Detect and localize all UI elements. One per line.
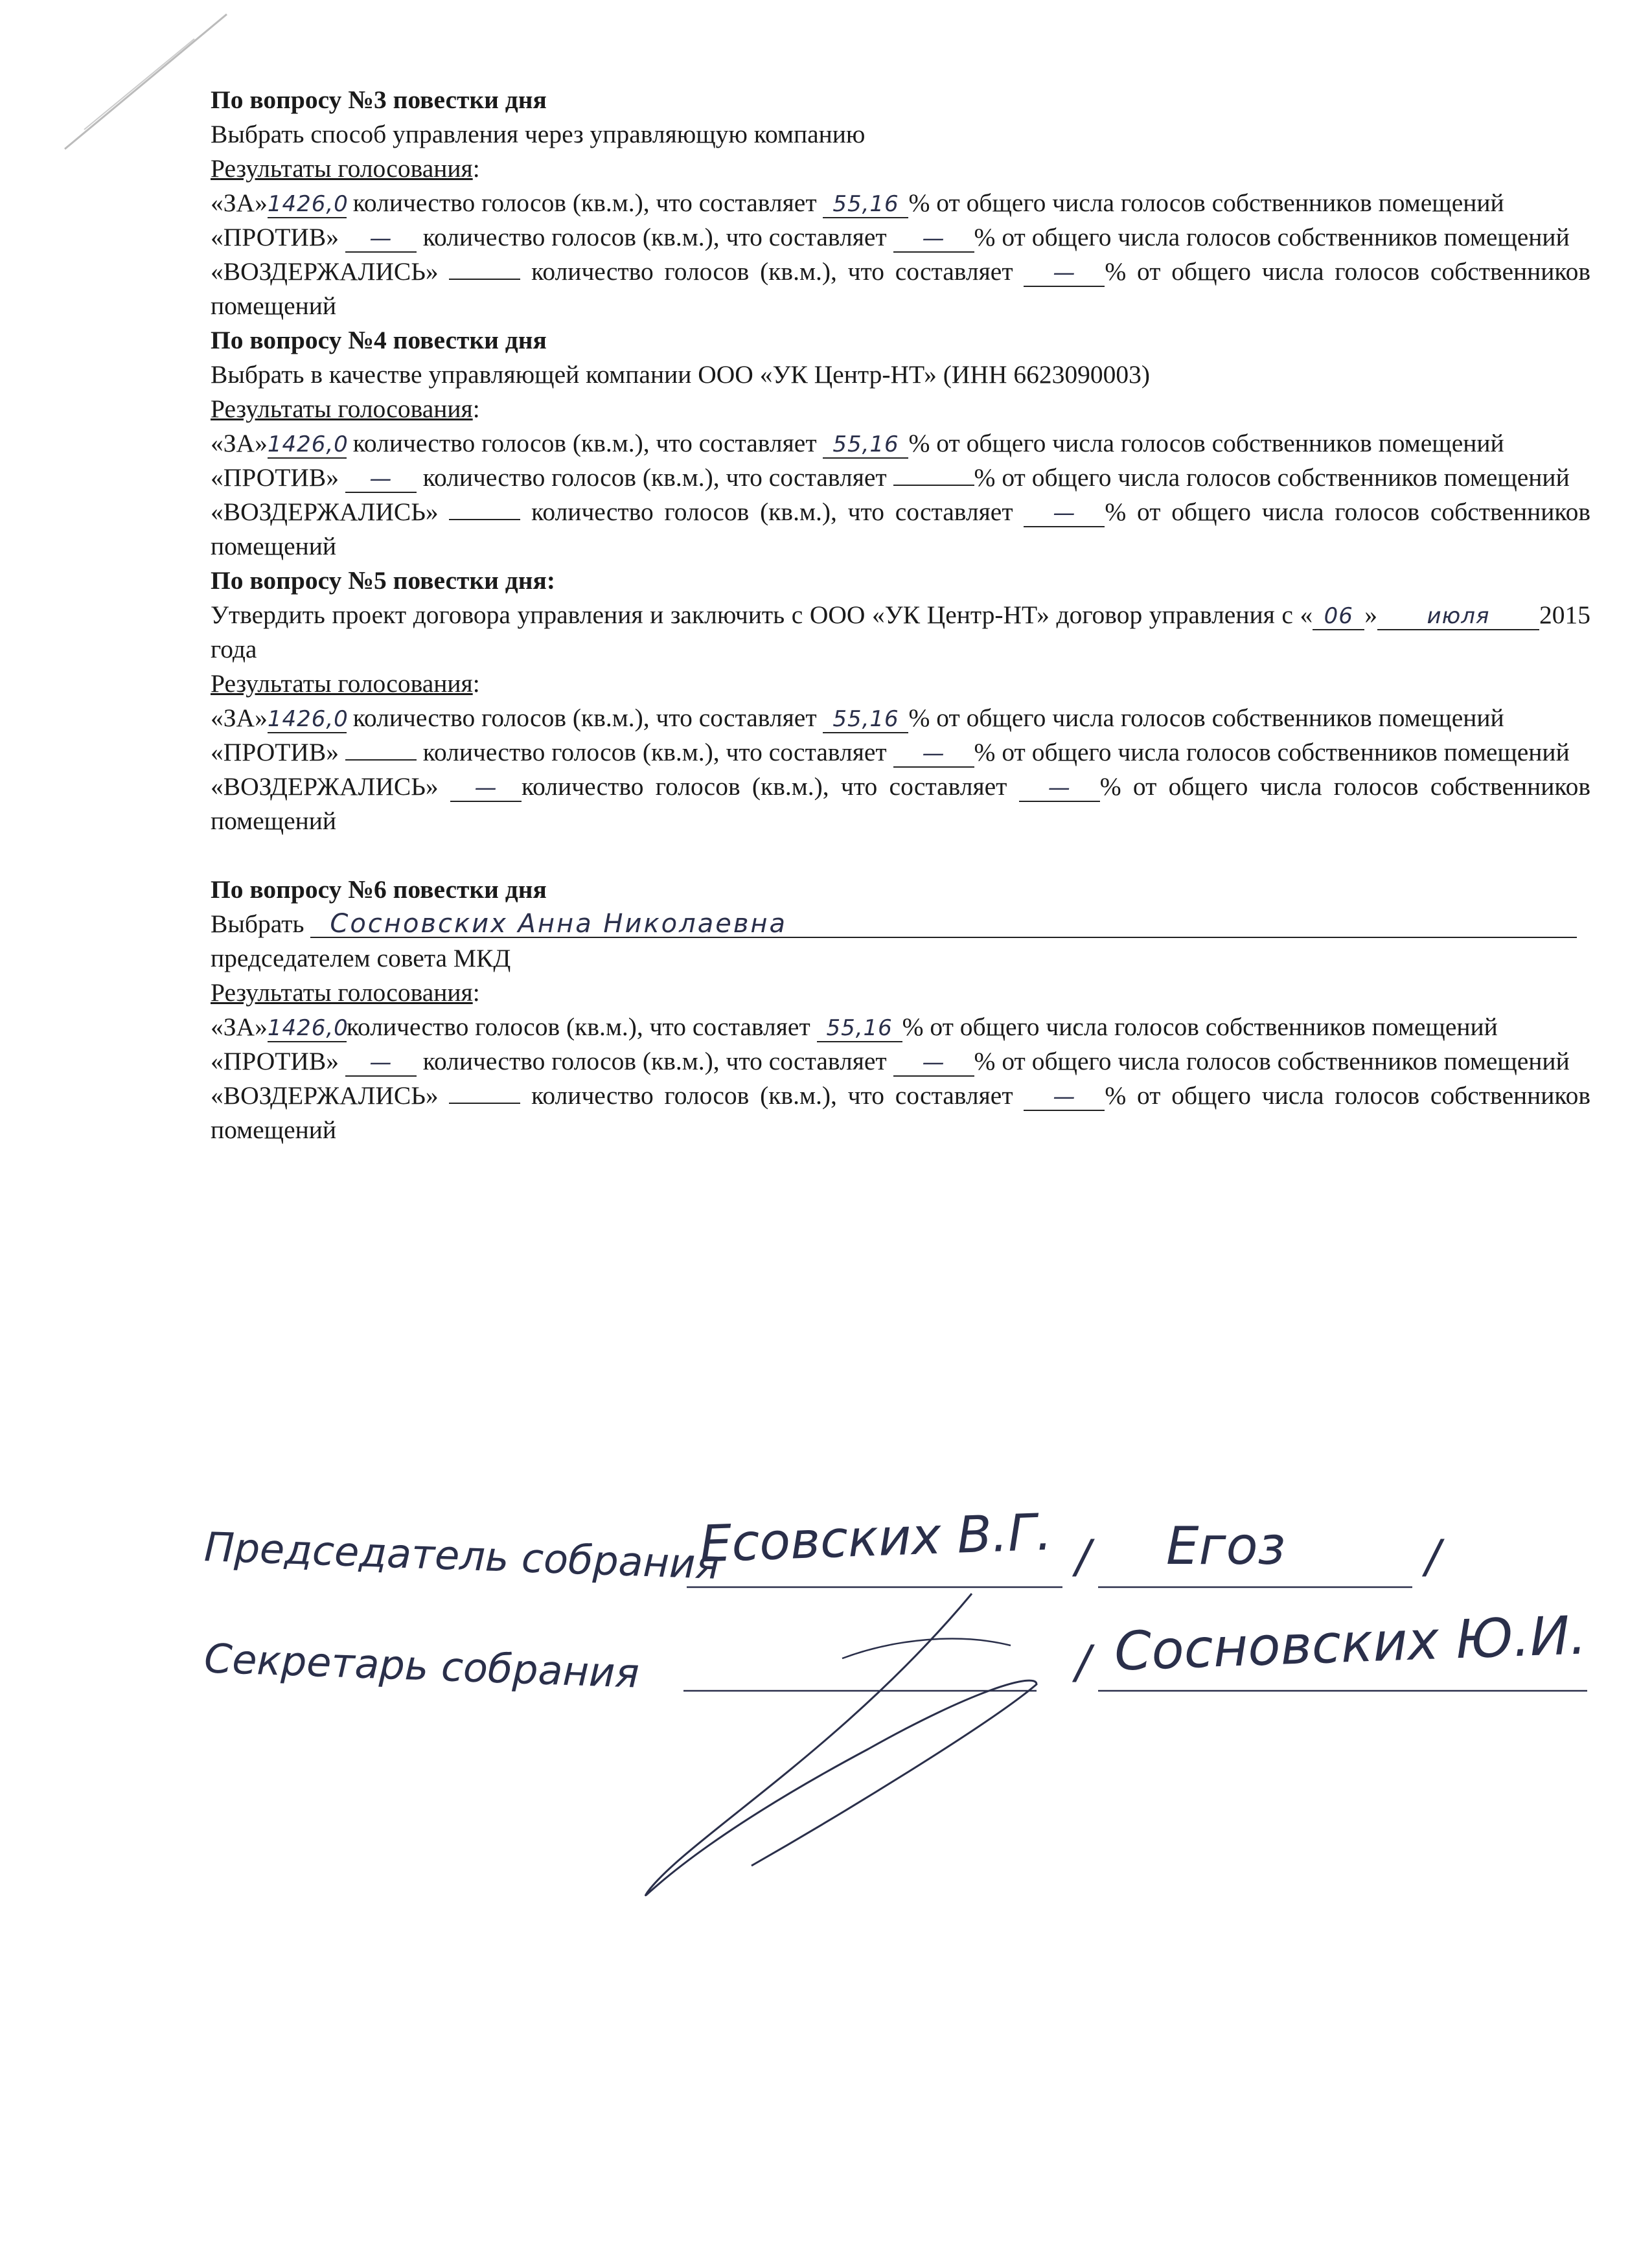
document-body <box>211 83 1590 1147</box>
votes-against-field: — <box>345 1048 417 1077</box>
percent-for-field: 55,16 <box>823 190 908 218</box>
votes-against-field: — <box>345 464 417 493</box>
question-4-text: Выбрать в качестве управляющей компании ООО «УК Центр-НТ» (ИНН 6623090003) <box>211 360 1151 389</box>
percent-abstain-field: — <box>1024 258 1105 287</box>
percent-abstain-field: — <box>1024 1082 1105 1111</box>
question-5-heading: По вопросу №5 повестки дня: <box>211 566 556 595</box>
vote-abstain-line: «ВОЗДЕРЖАЛИСЬ» количество голосов (кв.м.), что составляет — % от общего числа голосов собственников помещений <box>211 257 1590 320</box>
vote-against-line: «ПРОТИВ» — количество голосов (кв.м.), что составляет % от общего числа голосов собственников помещений <box>211 463 1570 492</box>
percent-against-field: — <box>893 739 974 768</box>
vote-for-line: «ЗА»1426,0 количество голосов (кв.м.), что составляет 55,16 % от общего числа голосов собственников помещений <box>211 704 1504 732</box>
votes-for-field: 1426,0 <box>267 1015 349 1041</box>
signature-area <box>194 1477 1620 1930</box>
percent-against-field: — <box>893 1048 974 1077</box>
question-6-text: Выбрать Сосновских Анна Николаевна <box>211 907 1590 941</box>
secretary-name: Сосновских Ю.И. <box>1113 1605 1588 1683</box>
results-label: Результаты голосования <box>211 395 473 423</box>
votes-abstain-field <box>449 519 520 520</box>
question-6-heading: По вопросу №6 повестки дня <box>211 875 547 904</box>
percent-abstain-field: — <box>1024 499 1105 527</box>
votes-against-field <box>345 759 417 761</box>
question-3-text: Выбрать способ управления через управляющую компанию <box>211 120 866 148</box>
percent-for-field: 55,16 <box>823 705 908 733</box>
question-4-heading: По вопросу №4 повестки дня <box>211 326 547 354</box>
secretary-label: Секретарь собрания <box>203 1634 640 1697</box>
percent-for-field: 55,16 <box>823 430 908 459</box>
votes-against-field: — <box>345 224 417 253</box>
contract-day-field: 06 <box>1313 602 1364 630</box>
vote-abstain-line: «ВОЗДЕРЖАЛИСЬ» количество голосов (кв.м.), что составляет — % от общего числа голосов собственников помещений <box>211 1081 1590 1144</box>
vote-for-line: «ЗА»1426,0 количество голосов (кв.м.), что составляет 55,16 % от общего числа голосов собственников помещений <box>211 429 1504 457</box>
question-6-text-suffix: председателем совета МКД <box>211 944 511 972</box>
vote-against-line: «ПРОТИВ» количество голосов (кв.м.), что составляет — % от общего числа голосов собственников помещений <box>211 738 1570 766</box>
secretary-slash: / <box>1075 1636 1091 1689</box>
percent-for-field: 55,16 <box>817 1014 902 1042</box>
results-label: Результаты голосования <box>211 154 473 183</box>
votes-abstain-field: — <box>450 773 522 802</box>
vote-abstain-line: «ВОЗДЕРЖАЛИСЬ» — количество голосов (кв.м.), что составляет — % от общего числа голосов собственников помещений <box>211 772 1590 835</box>
signature-strokes <box>194 1477 1620 1930</box>
results-label: Результаты голосования <box>211 669 473 698</box>
percent-abstain-field: — <box>1019 773 1100 802</box>
question-5-section: По вопросу №5 повестки дня: Утвердить проект договора управления и заключить с ООО «УК Центр-НТ» договор управления с « 06 » июля 2015 года Результаты голосования: «ЗА»1426,0 количество голосов (кв.м.), что составляет 55,16 % от общего числа голосов собственников помещений «ПРОТИВ» количество голосов (кв.м.), что составляет — % от общего числа голосов собственников помещений «ВОЗДЕРЖАЛИСЬ» — количество голосов (кв.м.), что составляет — % от общего числа голосов собственников помещений <box>211 564 1590 838</box>
chair-slash-open: / <box>1075 1530 1091 1583</box>
question-5-text: Утвердить проект договора управления и заключить с ООО «УК Центр-НТ» договор управления с « 06 » июля 2015 года <box>211 601 1590 663</box>
votes-for-field: 1426,0 <box>267 431 349 457</box>
percent-against-field <box>893 485 974 486</box>
results-label: Результаты голосования <box>211 978 473 1007</box>
chair-name: Есовских В.Г. <box>698 1503 1053 1574</box>
question-4-section: По вопросу №4 повестки дня Выбрать в качестве управляющей компании ООО «УК Центр-НТ» (ИНН 6623090003) Результаты голосования: «ЗА»1426,0 количество голосов (кв.м.), что составляет 55,16 % от общего числа голосов собственников помещений «ПРОТИВ» — количество голосов (кв.м.), что составляет % от общего числа голосов собственников помещений «ВОЗДЕРЖАЛИСЬ» количество голосов (кв.м.), что составляет — % от общего числа голосов собственников помещений <box>211 323 1590 564</box>
vote-against-line: «ПРОТИВ» — количество голосов (кв.м.), что составляет — % от общего числа голосов собственников помещений <box>211 223 1570 251</box>
vote-abstain-line: «ВОЗДЕРЖАЛИСЬ» количество голосов (кв.м.), что составляет — % от общего числа голосов собственников помещений <box>211 498 1590 560</box>
votes-for-field: 1426,0 <box>267 191 349 217</box>
vote-against-line: «ПРОТИВ» — количество голосов (кв.м.), что составляет — % от общего числа голосов собственников помещений <box>211 1047 1570 1075</box>
votes-for-field: 1426,0 <box>267 706 349 732</box>
chair-label: Председатель собрания <box>203 1523 720 1588</box>
chair-slash-close: / <box>1425 1530 1441 1583</box>
votes-abstain-field <box>449 279 520 280</box>
percent-against-field: — <box>893 224 974 253</box>
chair-name-field: Сосновских Анна Николаевна <box>310 911 1577 938</box>
contract-month-field: июля <box>1377 602 1539 630</box>
chair-signature: Егоз <box>1166 1516 1286 1576</box>
vote-for-line: «ЗА»1426,0количество голосов (кв.м.), что составляет 55,16 % от общего числа голосов собственников помещений <box>211 1013 1498 1041</box>
vote-for-line: «ЗА»1426,0 количество голосов (кв.м.), что составляет 55,16 % от общего числа голосов собственников помещений <box>211 189 1504 217</box>
question-6-section: По вопросу №6 повестки дня Выбрать Сосновских Анна Николаевна председателем совета МКД Результаты голосования: «ЗА»1426,0количество голосов (кв.м.), что составляет 55,16 % от общего числа голосов собственников помещений «ПРОТИВ» — количество голосов (кв.м.), что составляет — % от общего числа голосов собственников помещений «ВОЗДЕРЖАЛИСЬ» количество голосов (кв.м.), что составляет — % от общего числа голосов собственников помещений <box>211 873 1590 1147</box>
question-3-heading: По вопросу №3 повестки дня <box>211 86 547 114</box>
question-3-section: По вопросу №3 повестки дня Выбрать способ управления через управляющую компанию Результаты голосования: «ЗА»1426,0 количество голосов (кв.м.), что составляет 55,16 % от общего числа голосов собственников помещений «ПРОТИВ» — количество голосов (кв.м.), что составляет — % от общего числа голосов собственников помещений «ВОЗДЕРЖАЛИСЬ» количество голосов (кв.м.), что составляет — % от общего числа голосов собственников помещений <box>211 83 1590 323</box>
votes-abstain-field <box>449 1103 520 1104</box>
